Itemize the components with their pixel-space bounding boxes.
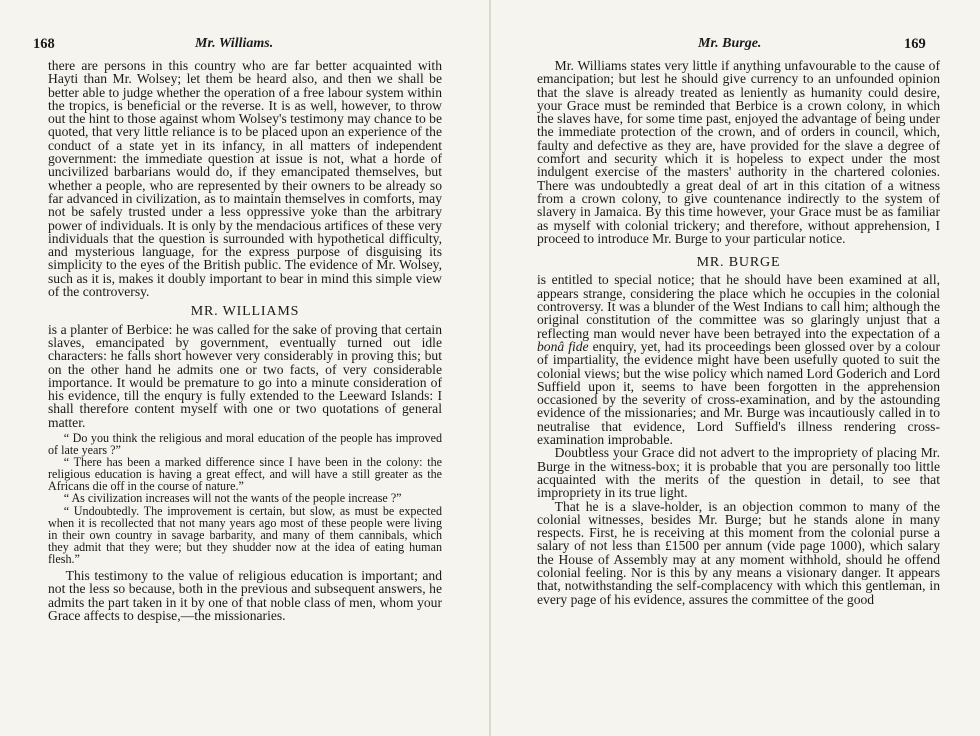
- quotation-block: [48, 432, 442, 565]
- right-intro-paragraph: Mr. Williams states very little if anything unfavourable to the cause of emancipation; but lest he should give currency to an unfounded opinion that the slave is already treated as leniently as humanity could desire, your Grace must be reminded that Berbice is a crown colony, in which the slaves have, for some time past, enjoyed the advantage of being under the immediate protection of the crown, and of orders in council, which, faulty and defective as they are, have provided for the slave a degree of comfort and security which it is hopeless to expect under the most indulgent exercise of the masters' authority in the chartered colonies. There was undoubtedly a great deal of art in this citation of a witness from a crown colony, to give countenance indirectly to the system of slavery in Jamaica. By this time however, your Grace must be as familiar as myself with colonial trickery; and therefore, without apprehension, I proceed to introduce Mr. Burge to your particular notice.: [537, 58, 940, 246]
- left-intro-paragraph: there are persons in this country who are far better acquainted with Hayti than Mr. Wolsey; let them be heard also, and then we shall be better able to judge whether the operation of a free labour system within the tropics, is beneficial or the reverse. It is as well, however, to throw out the hint to those against whom Wolsey's testimony may chance to be quoted, that very little reliance is to be placed upon an experience of the conduct of a state yet in its infancy, in all matters of independent government: the immediate question at issue is not, what a horde of uncivilized barbarians would do, if they emancipated themselves, but whether a people, who are represented by their owners to be already so far advanced in civilization, as to maintain themselves in comforts, may not be safely trusted under a less oppressive yoke than the arbitrary power of individuals. It is only by the mendacious artifices of these very individuals that the question is surrounded with hypothetical difficulty, and mysterious language, for the express purpose of disguising its simplicity to the eyes of the British public. The evidence of Mr. Wolsey, such as it is, makes it doubly important to bear in mind this simple view of the controversy.: [48, 58, 442, 300]
- left-running-head: Mr. Williams.: [195, 36, 274, 51]
- burge-paragraph: is entitled to special notice; that he should have been examined at all, appears strange, considering the place which he occupies in the colonial controversy. It was a blunder of the West Indians to call him; although the original constitution of the committee was so glaringly unjust that a reflecting man would never have been betrayed into the expectation of a bonâ fide enquiry, yet, had its proceedings been glossed over by a colour of impartiality, the evidence might have been usefully quoted to suit the colonial views; but the wise policy which named Lord Goderich and Lord Suffield upon it, seems to have been forgotten in the apprehension occasioned by the severity of cross-examination, and by the astounding evidence of the missionaries; and Mr. Burge was incautiously called in to neutralise that evidence, Lord Suffield's illness rendering cross-examination improbable.: [537, 272, 940, 448]
- right-page: [490, 0, 980, 736]
- right-body: [537, 59, 940, 606]
- williams-paragraph: is a planter of Berbice: he was called for the sake of proving that certain slaves, emancipated by government, eventually turned out idle characters: he falls short however very considerably in proving this; but on the other hand he admits one or two facts, of very considerable importance. It would be premature to go into a minute consideration of his evidence, till the enqury is fully extended to the Leeward Islands: I shall therefore content myself with one or two quotations of general matter.: [48, 321, 442, 430]
- section-heading-williams: MR. WILLIAMS: [190, 304, 300, 320]
- quote-answer-2: “ Undoubtedly. The improvement is certain, but slow, as must be expected when it is recollected that not many years ago most of these people were living in their own country in savage barbarity, and many of them cannibals, which they admit that they were; but they shudder now at the idea of eating human flesh.”: [48, 503, 442, 566]
- testimony-paragraph: This testimony to the value of religious education is important; and not the less so because, both in the previous and subsequent answers, he admits the part taken in it by one of that noble class of men, whom your Grace affects to despise,—the missionaries.: [48, 568, 442, 623]
- right-page-number: 169: [904, 36, 926, 52]
- quote-question-2: “ As civilization increases will not the wants of the people increase ?”: [63, 491, 402, 506]
- quote-question-1: “ Do you think the religious and moral education of the people has improved of late years ?”: [48, 431, 442, 458]
- quote-answer-1: “ There has been a marked difference since I have been in the colony: the religious education is having a great effect, and will have a still greater as the Africans die off in the course of nature.”: [48, 455, 442, 494]
- bona-fide-italic: bonâ fide: [537, 338, 589, 354]
- left-body: [48, 59, 442, 622]
- section-heading-burge: MR. BURGE: [696, 255, 781, 271]
- doubtless-paragraph: Doubtless your Grace did not advert to the impropriety of placing Mr. Burge in the witness-box; it is probable that you are personally too little acquainted with the merits of the question in detail, to see that impropriety in its true light.: [537, 445, 940, 501]
- slaveholder-paragraph: That he is a slave-holder, is an objection common to many of the colonial witnesses, besides Mr. Burge; but he stands alone in many respects. First, he is receiving at this moment from the colonial purse a salary of not less than £1500 per annum (vide page 1000), which salary the House of Assembly may at any moment withhold, should he offend colonial feeling. Nor is this by any means a visionary danger. It appears that, notwithstanding the self-complacency with which this gentleman, in every page of his evidence, assures the committee of the good: [537, 498, 940, 607]
- left-page-number: 168: [33, 36, 55, 52]
- right-running-head: Mr. Burge.: [698, 36, 762, 51]
